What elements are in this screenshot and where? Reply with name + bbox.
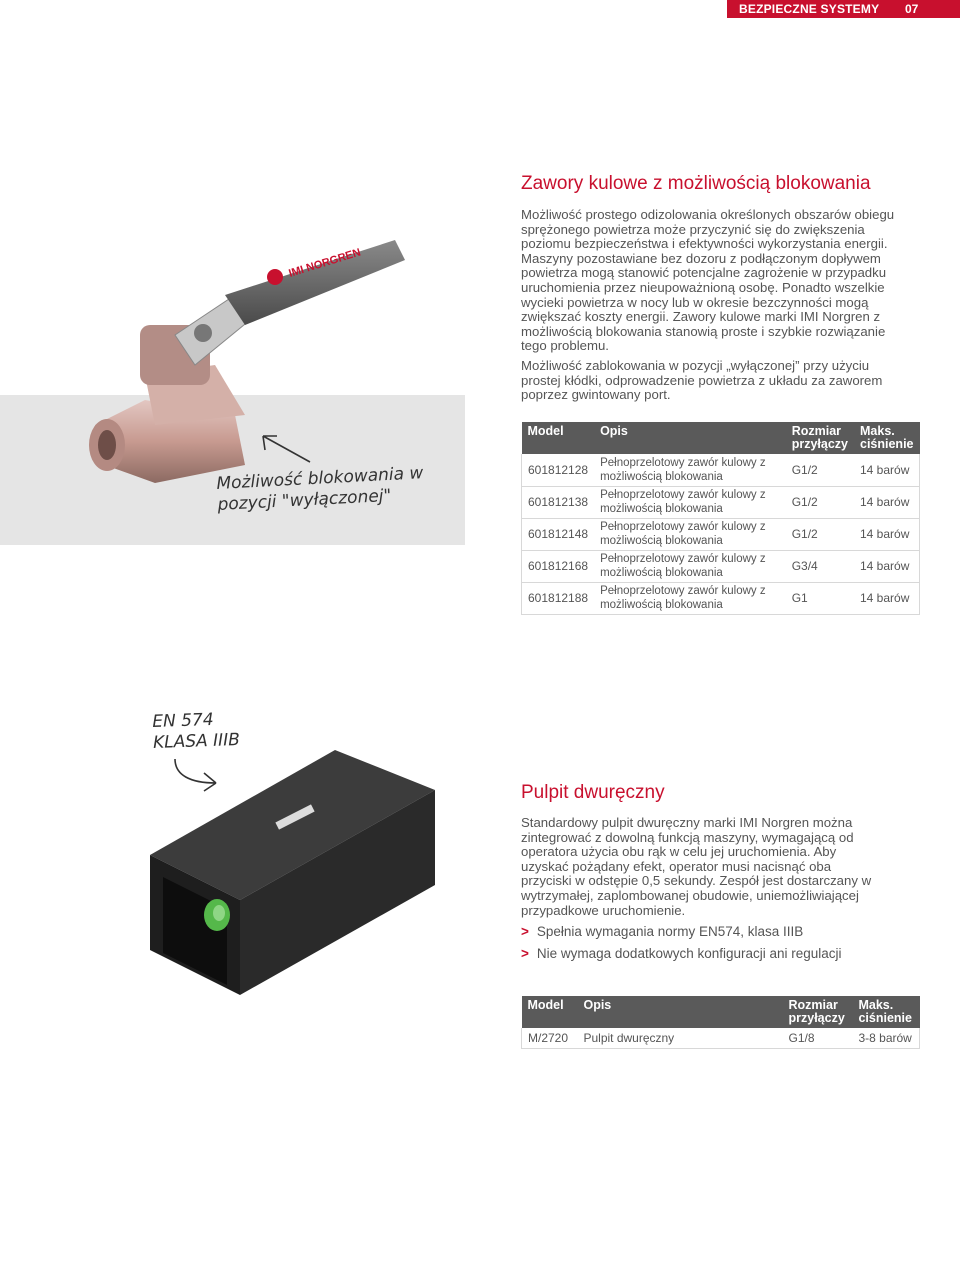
handle-brand-text: IMI NORGREN (287, 246, 363, 280)
cell-description: Pełnoprzelotowy zawór kulowy z możliwością blokowania (594, 454, 786, 486)
console-description (521, 816, 883, 923)
bullet-text: Nie wymaga dodatkowych konfiguracji ani regulacji (536, 946, 842, 961)
col-header-model: Model (522, 996, 578, 1028)
cell-model: 601812168 (522, 550, 595, 582)
table-row (522, 1028, 920, 1048)
cell-model: 601812188 (522, 582, 595, 614)
col-header-description: Opis (594, 422, 786, 454)
cell-model: 601812138 (522, 486, 595, 518)
cell-description: Pełnoprzelotowy zawór kulowy z możliwością blokowania (594, 486, 786, 518)
valve-description (521, 208, 896, 408)
table-header-row (522, 996, 920, 1028)
bullet-arrow-icon: > (521, 924, 529, 939)
console-annotation-line1: EN 574 (152, 709, 214, 732)
valve-paragraph-1: Możliwość prostego odizolowania określonych obszarów obiegu sprężonego powietrza może przyczynić się do zwiększenia poziomu bezpieczeństwa i efektywności wykorzystania energii. Maszyny pozostawiane bez dozoru z podłączonym dopływem powietrza mogą stanowić potencjalne zagrożenie w przypadku uruchomienia przez nieupoważnioną osobę. Ponadto wszelkie wycieki powietrza w nocy lub w okresie bezczynności mogą zwiększać koszty energii. Zawory kulowe marki IMI Norgren z możliwością blokowania stanowią proste i szybkie rozwiązanie tego problemu. (521, 207, 895, 354)
cell-description: Pulpit dwuręczny (577, 1028, 782, 1048)
col-header-size: Rozmiar przyłączy (786, 422, 854, 454)
console-annotation-line2: KLASA IIIB (152, 729, 241, 753)
console-paragraph: Standardowy pulpit dwuręczny marki IMI Norgren można zintegrować z dowolną funkcją maszyny, wymagającą od operatora użycia obu rąk w celu jej uruchomienia. Aby uzyskać pożądany efekt, operator musi nacisnąć oba przyciski w odstępie 0,5 sekundy. Zespół jest dostarczany w wytrzymałej, zaplombowanej obudowie, uniemożliwiającej przypadkowe uruchomienie. (521, 815, 872, 918)
cell-size: G1/2 (786, 486, 854, 518)
table-row (522, 582, 920, 614)
cell-model: 601812148 (522, 518, 595, 550)
annotation-arrow-icon (255, 428, 315, 468)
valve-spec-table (521, 422, 920, 615)
cell-description: Pełnoprzelotowy zawór kulowy z możliwością blokowania (594, 550, 786, 582)
col-header-pressure: Maks. ciśnienie (852, 996, 919, 1028)
table-header-row (522, 422, 920, 454)
col-header-pressure: Maks. ciśnienie (854, 422, 920, 454)
table-row (522, 518, 920, 550)
console-section-title: Pulpit dwuręczny (521, 782, 665, 803)
cell-size: G1 (786, 582, 854, 614)
list-item (521, 946, 842, 961)
valve-paragraph-2: Możliwość zablokowania w pozycji „wyłączonej” przy użyciu prostej kłódki, odprowadzenie powietrza z układu za zaworem poprzez gwintowany port. (521, 357, 883, 403)
cell-pressure: 14 barów (854, 518, 920, 550)
two-hand-console-image (145, 745, 445, 1000)
section-label: BEZPIECZNE SYSTEMY (739, 2, 880, 16)
col-header-description: Opis (577, 996, 782, 1028)
header-bar (727, 0, 960, 18)
page-number: 07 (905, 2, 919, 16)
valve-annotation-line2: pozycji "wyłączonej" (217, 485, 392, 515)
valve-section-title: Zawory kulowe z możliwością blokowania (521, 173, 871, 194)
console-spec-table (521, 996, 920, 1049)
cell-pressure: 14 barów (854, 550, 920, 582)
bullet-arrow-icon: > (521, 946, 529, 961)
cell-pressure: 3-8 barów (852, 1028, 919, 1048)
cell-pressure: 14 barów (854, 486, 920, 518)
cell-pressure: 14 barów (854, 582, 920, 614)
cell-size: G1/2 (786, 518, 854, 550)
cell-description: Pełnoprzelotowy zawór kulowy z możliwością blokowania (594, 518, 786, 550)
bullet-text: Spełnia wymagania normy EN574, klasa IIIB (536, 924, 804, 939)
table-row (522, 486, 920, 518)
cell-model: 601812128 (522, 454, 595, 486)
table-row (522, 550, 920, 582)
cell-size: G3/4 (786, 550, 854, 582)
list-item (521, 924, 803, 939)
col-header-model: Model (522, 422, 595, 454)
col-header-size: Rozmiar przyłączy (783, 996, 853, 1028)
cell-pressure: 14 barów (854, 454, 920, 486)
cell-size: G1/2 (786, 454, 854, 486)
cell-description: Pełnoprzelotowy zawór kulowy z możliwością blokowania (594, 582, 786, 614)
valve-annotation-line1: Możliwość blokowania w (216, 463, 424, 494)
cell-size: G1/8 (783, 1028, 853, 1048)
cell-model: M/2720 (522, 1028, 578, 1048)
table-row (522, 454, 920, 486)
